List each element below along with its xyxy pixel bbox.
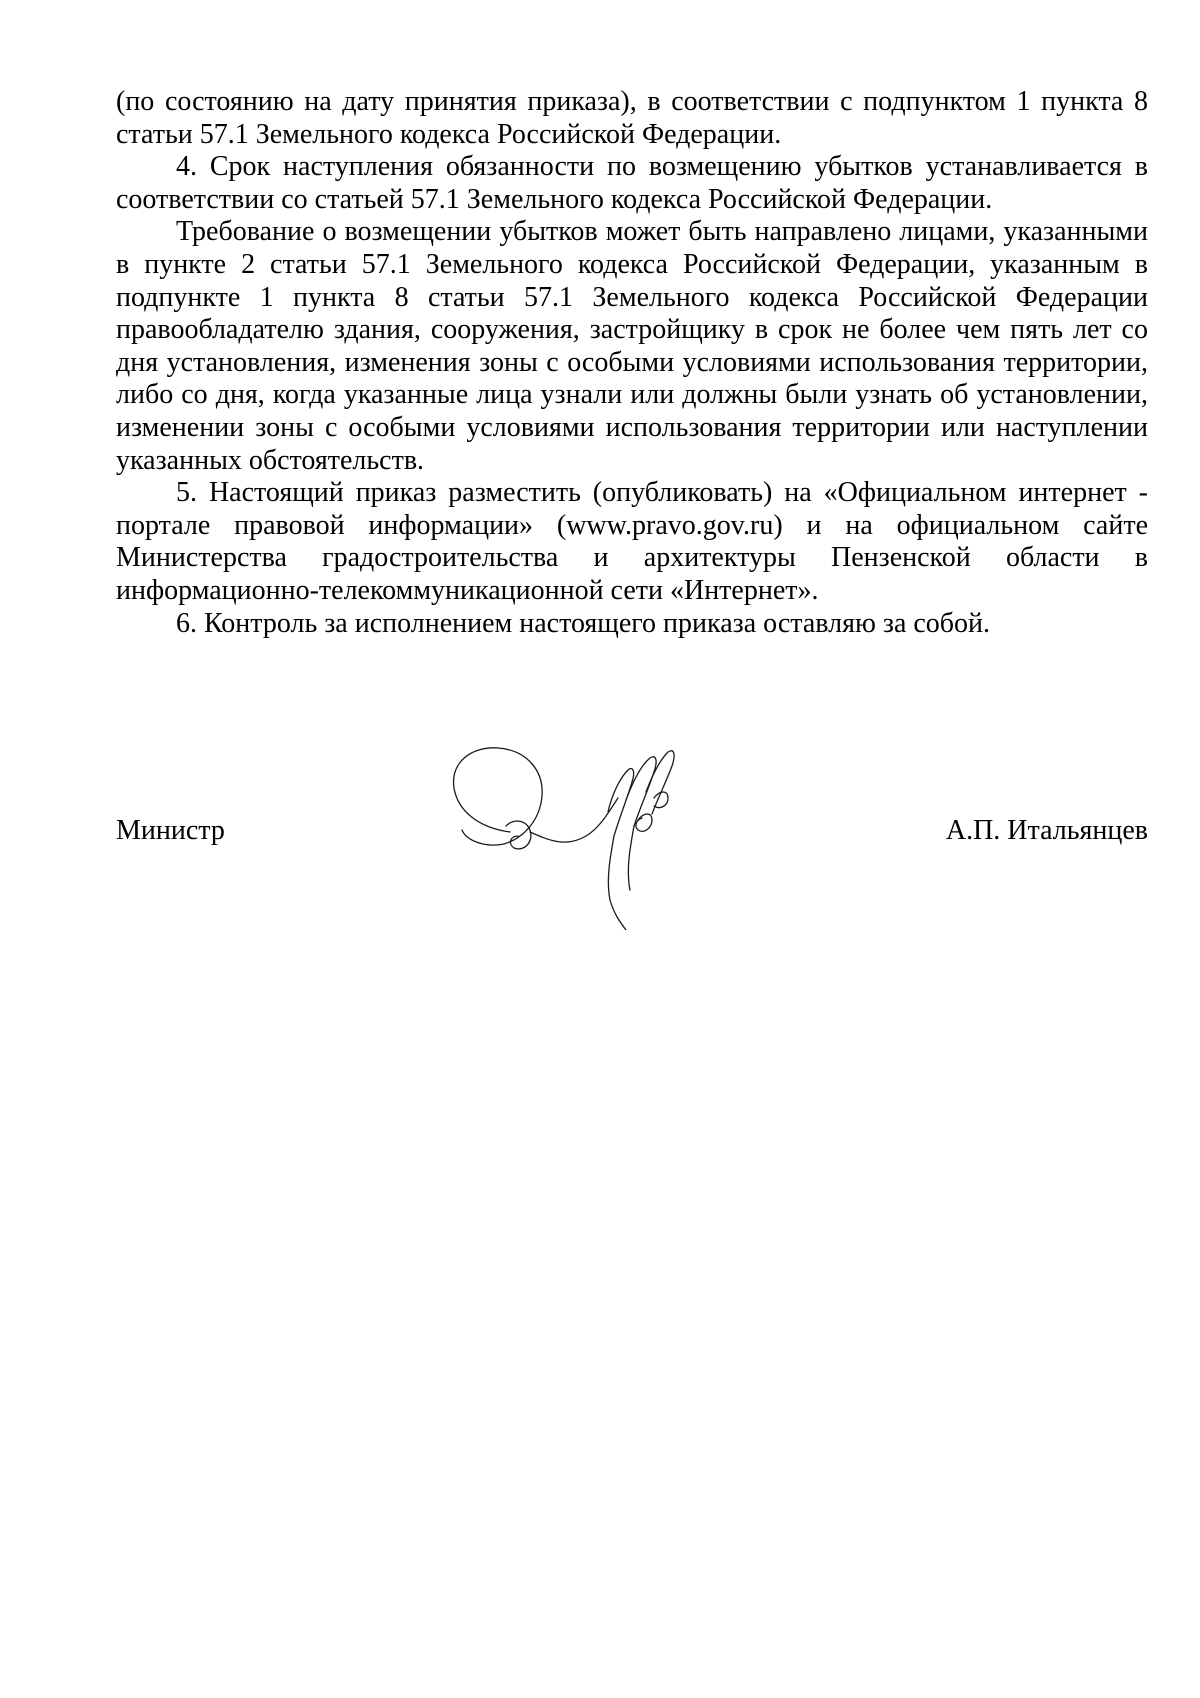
- paragraph-damages-claim: Требование о возмещении убытков может быть направлено лицами, указанными в пункте 2 статьи 57.1 Земельного кодекса Российской Федерации, указанным в подпункте 1 пункта 8 статьи 57.1 Земельного кодекса Российской Федерации правообладателю здания, сооружения, застройщику в срок не более чем пять лет со дня установления, изменения зоны с особыми условиями использования территории, либо со дня, когда указанные лица узнали или должны были узнать об установлении, изменении зоны с особыми условиями использования территории или наступлении указанных обстоятельств.: [116, 216, 1148, 476]
- paragraph-item-6: 6. Контроль за исполнением настоящего приказа оставляю за собой.: [176, 607, 991, 639]
- document-body: [116, 86, 1148, 640]
- paragraph-item-5: 5. Настоящий приказ разместить (опубликовать) на «Официальном интернет - портале правовой информации» (www.pravo.gov.ru) и на официальном сайте Министерства градостроительства и архитектуры Пензенской области в информационно-телекоммуникационной сети «Интернет».: [116, 477, 1148, 606]
- signer-position: Министр: [116, 815, 225, 846]
- signer-name: А.П. Итальянцев: [945, 815, 1148, 846]
- paragraph-item-4: 4. Срок наступления обязанности по возмещению убытков устанавливается в соответствии со статьей 57.1 Земельного кодекса Российской Федерации.: [116, 151, 1148, 215]
- paragraph-continuation: (по состоянию на дату принятия приказа), в соответствии с подпунктом 1 пункта 8 статьи 57.1 Земельного кодекса Российской Федерации.: [116, 86, 1148, 150]
- handwritten-signature: [440, 740, 710, 930]
